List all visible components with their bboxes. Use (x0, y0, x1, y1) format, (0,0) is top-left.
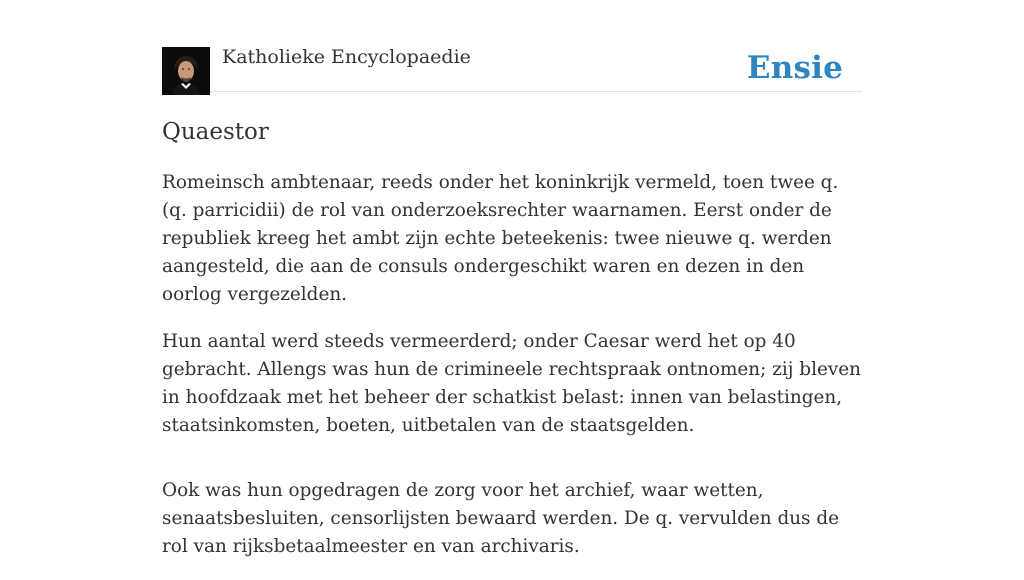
article-paragraph-3: Ook was hun opgedragen de zorg voor het archief, waar wetten, senaatsbesluiten, censorlijsten bewaard werden. De q. vervulden dus de rol van rijksbetaalmeester en van archivaris. (162, 480, 839, 557)
portrait-avatar-icon[interactable] (162, 47, 210, 95)
article-title: Quaestor (162, 119, 269, 145)
portrait-image (162, 47, 210, 95)
site-header (162, 0, 862, 92)
article-paragraph-1: Romeinsch ambtenaar, reeds onder het koninkrijk vermeld, toen twee q. (q. parricidii) de rol van onderzoeksrechter waarnamen. Eerst onder de republiek kreeg het ambt zijn echte beteekenis: twee nieuwe q. werden aangesteld, die aan de consuls ondergeschikt waren en dezen in den oorlog vergezelden. (162, 172, 839, 305)
article-paragraph-2: Hun aantal werd steeds vermeerderd; onder Caesar werd het op 40 gebracht. Allengs was hun de crimineele rechtspraak ontnomen; zij bleven in hoofdzaak met het beheer der schatkist belast: innen van belastingen, staatsinkomsten, boeten, uitbetalen van de staatsgelden. (162, 331, 861, 436)
site-title-link[interactable]: Katholieke Encyclopaedie (222, 46, 471, 68)
page-container (162, 0, 862, 580)
ensie-logo-link[interactable]: Ensie (746, 50, 843, 86)
